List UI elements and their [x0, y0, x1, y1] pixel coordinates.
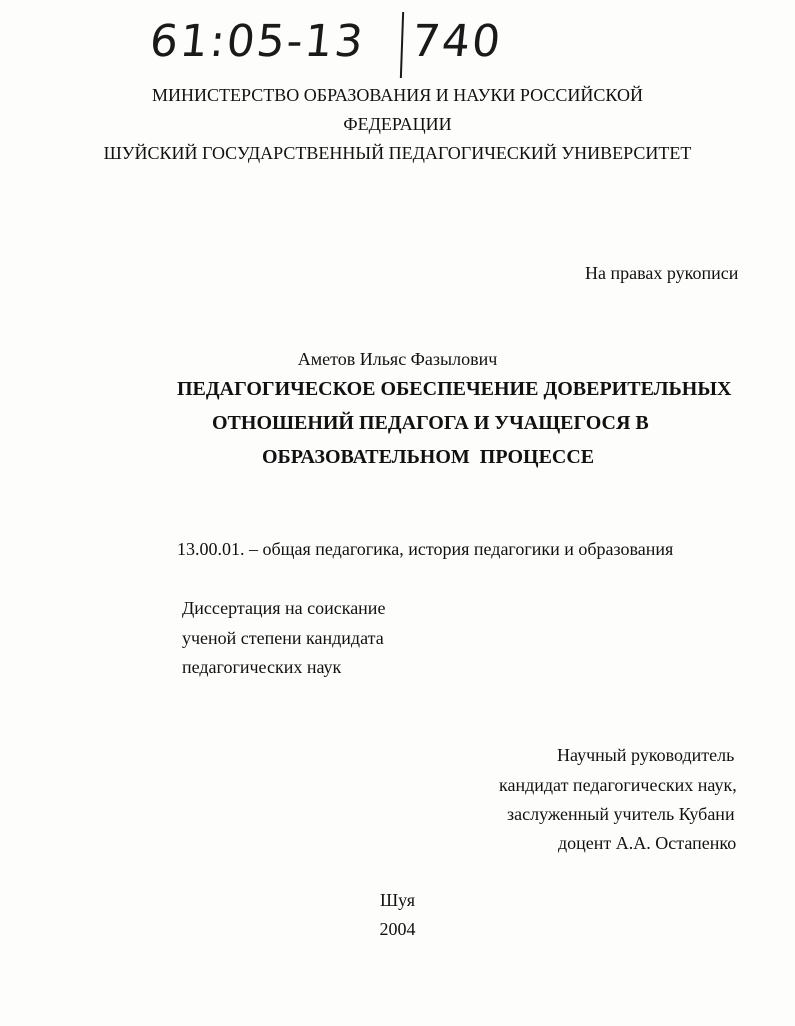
- dissertation-line-1: Диссертация на соискание: [182, 598, 386, 618]
- dissertation-line-2: ученой степени кандидата: [182, 628, 384, 648]
- author-name: Аметов Ильяс Фазылович: [297, 349, 498, 369]
- university-name: ШУЙСКИЙ ГОСУДАРСТВЕННЫЙ ПЕДАГОГИЧЕСКИЙ УНИВЕРСИТЕТ: [103, 143, 692, 163]
- dissertation-title-line-2: ОТНОШЕНИЙ ПЕДАГОГА И УЧАЩЕГОСЯ В: [212, 412, 649, 434]
- year: 2004: [379, 919, 416, 939]
- dissertation-title-line-3: ОБРАЗОВАТЕЛЬНОМ ПРОЦЕССЕ: [262, 446, 595, 468]
- supervisor-line-3: заслуженный учитель Кубани: [507, 804, 735, 824]
- ministry-line-2: ФЕДЕРАЦИИ: [343, 114, 452, 134]
- ministry-line-1: МИНИСТЕРСТВО ОБРАЗОВАНИЯ И НАУКИ РОССИЙСКОЙ: [152, 85, 643, 105]
- archive-number-divider: [400, 12, 404, 78]
- supervisor-line-1: Научный руководитель: [557, 745, 735, 765]
- archive-number-right: 740: [409, 16, 505, 67]
- dissertation-title-line-1: ПЕДАГОГИЧЕСКОЕ ОБЕСПЕЧЕНИЕ ДОВЕРИТЕЛЬНЫХ: [177, 378, 732, 400]
- city: Шуя: [380, 890, 415, 910]
- supervisor-line-2: кандидат педагогических наук,: [499, 775, 737, 795]
- dissertation-line-3: педагогических наук: [182, 657, 342, 677]
- archive-number-left: 61:05-13: [147, 16, 368, 67]
- supervisor-line-4: доцент А.А. Остапенко: [558, 833, 737, 853]
- manuscript-note: На правах рукописи: [585, 263, 739, 283]
- specialty-code: 13.00.01. – общая педагогика, история педагогики и образования: [177, 539, 674, 559]
